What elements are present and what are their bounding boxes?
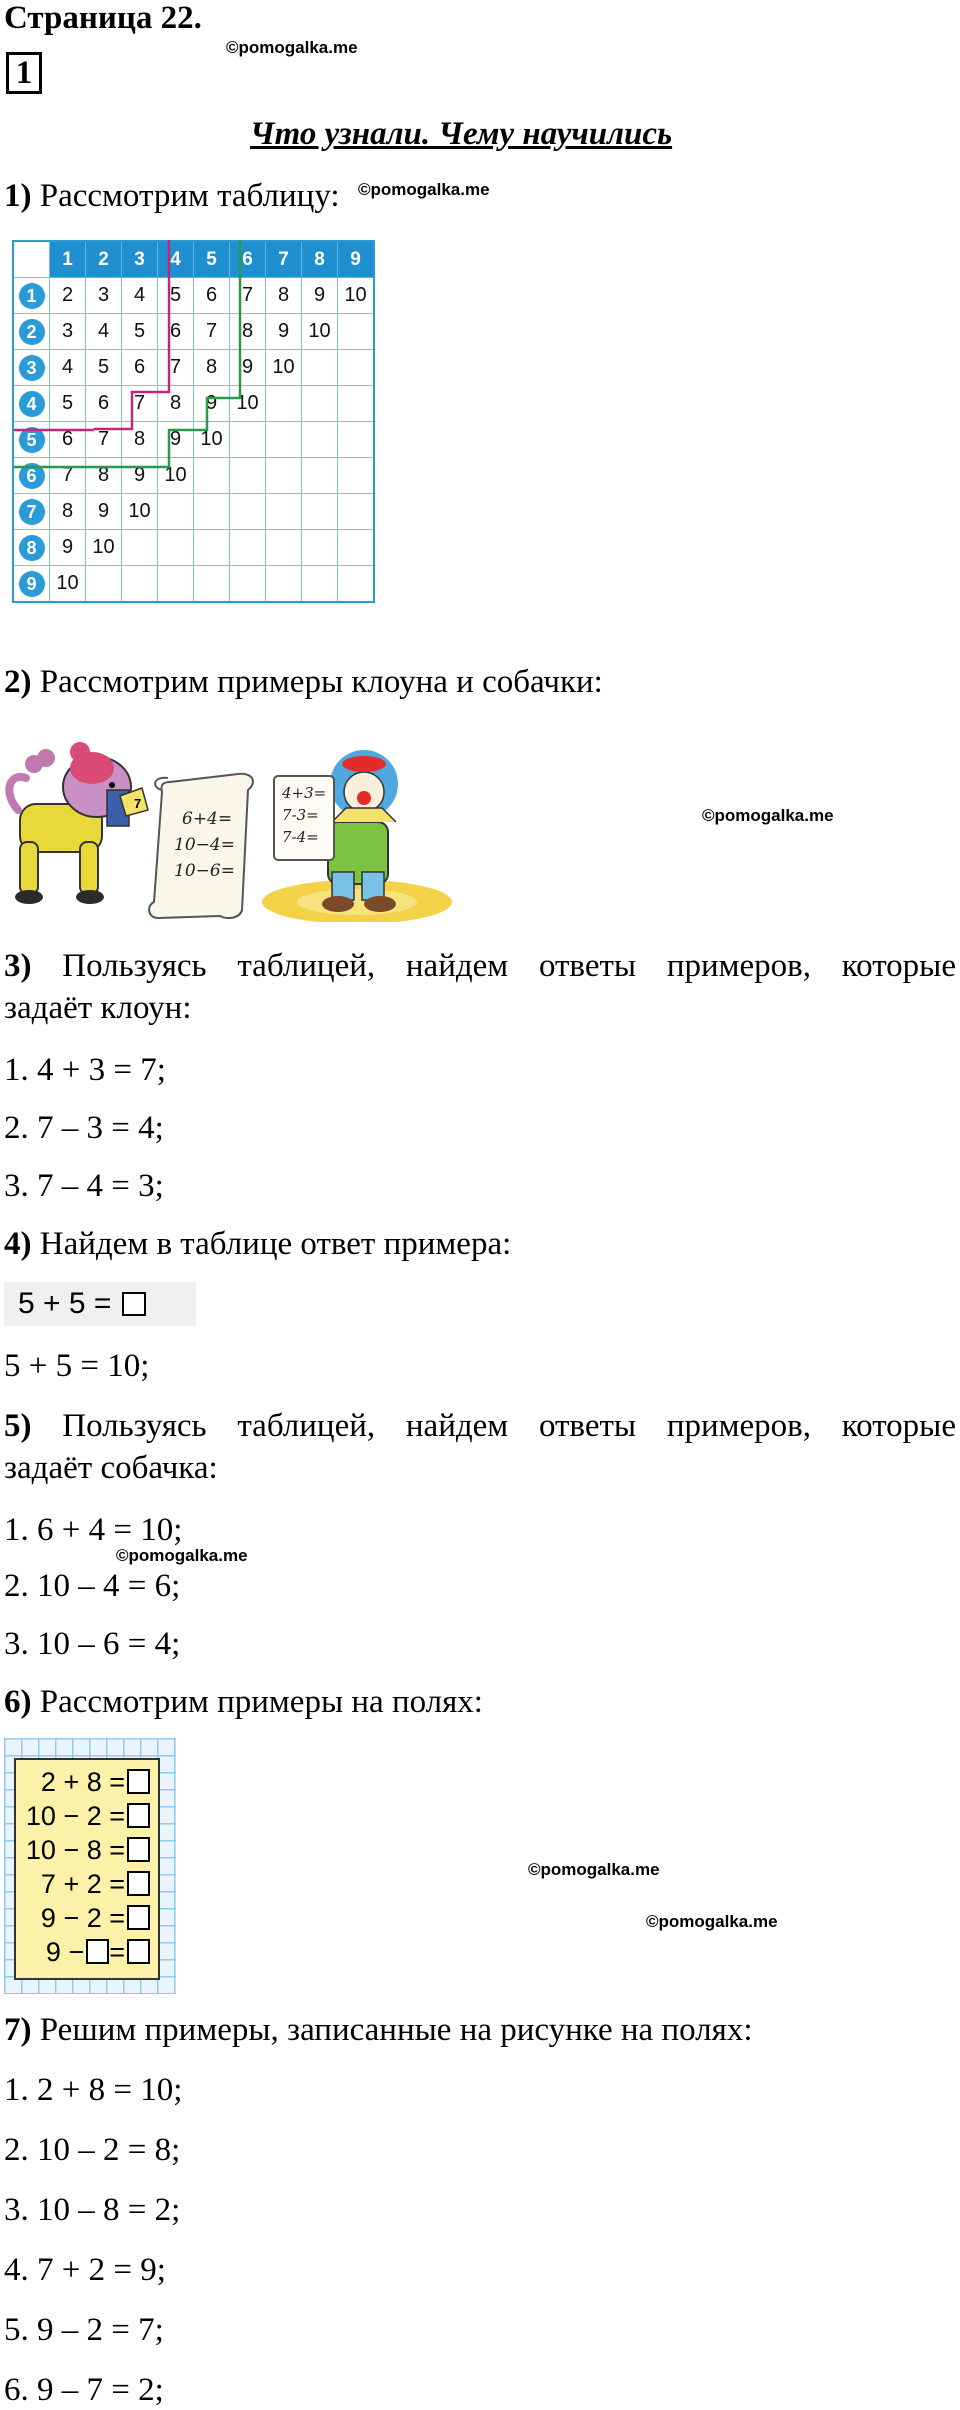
step3-answer: 3. 7 – 4 = 3; [4, 1168, 164, 1204]
grid-paper [4, 1738, 176, 1994]
section-title: Что узнали. Чему научились [250, 116, 673, 152]
step2-text: 2) Рассмотрим примеры клоуна и собачки: [4, 664, 603, 700]
watermark: ©pomogalka.me [702, 806, 834, 825]
red-outline [94, 240, 169, 429]
table-cell: 7 [86, 422, 122, 458]
table-col-header: 4 [158, 241, 194, 278]
step7-answer: 1. 2 + 8 = 10; [4, 2072, 183, 2108]
watermark: ©pomogalka.me [528, 1860, 660, 1879]
table-cell: 9 [50, 530, 86, 566]
answer-box [127, 1803, 150, 1828]
table-cell: 6 [50, 422, 86, 458]
svg-text:6+4= 10−4= 10−: 6+4= 10−4= 10−6= [174, 809, 235, 881]
row-number-badge: 9 [19, 571, 45, 597]
step7-answer: 4. 7 + 2 = 9; [4, 2252, 166, 2288]
row-number-badge: 6 [19, 463, 45, 489]
table-cell: 2 [50, 278, 86, 314]
illustration-drawing [2, 712, 462, 922]
table-cell: 4 [122, 278, 158, 314]
step5-text-cont: задаёт собачка: [4, 1450, 218, 1486]
table-cell: 10 [230, 386, 266, 422]
watermark: ©pomogalka.me [116, 1546, 248, 1565]
row-number-badge: 2 [19, 319, 45, 345]
step7-answer: 3. 10 – 8 = 2; [4, 2192, 181, 2228]
answer-box [127, 1837, 150, 1862]
table-cell: 8 [230, 314, 266, 350]
table-cell: 8 [86, 458, 122, 494]
step6-text: 6) Рассмотрим примеры на полях: [4, 1684, 483, 1720]
answer-box [127, 1769, 150, 1794]
table-cell: 7 [230, 278, 266, 314]
row-number-badge: 7 [19, 499, 45, 525]
step4-text: 4) Найдем в таблице ответ примера: [4, 1226, 512, 1262]
step5-answer: 3. 10 – 6 = 4; [4, 1626, 181, 1662]
table-col-header: 6 [230, 241, 266, 278]
step5-answer: 2. 10 – 4 = 6; [4, 1568, 181, 1604]
row-number-badge: 3 [19, 355, 45, 381]
table-cell: 8 [50, 494, 86, 530]
table-col-header: 5 [194, 241, 230, 278]
table-cell: 9 [230, 350, 266, 386]
table-cell: 7 [194, 314, 230, 350]
table-col-header: 7 [266, 241, 302, 278]
row-number-badge: 1 [19, 283, 45, 309]
table-cell: 4 [50, 350, 86, 386]
step7-answer: 6. 9 – 7 = 2; [4, 2372, 164, 2408]
table-cell: 3 [50, 314, 86, 350]
margin-example: 10 − 8 = [26, 1834, 150, 1866]
step4-answer: 5 + 5 = 10; [4, 1348, 150, 1384]
step5-text: 5) Пользуясь таблицей, найдем ответы примеров, которые [4, 1408, 956, 1444]
addition-table-wrap [12, 240, 375, 603]
step4-example-box [4, 1282, 196, 1326]
answer-box [122, 1292, 146, 1316]
clown-dog-illustration [2, 712, 462, 922]
table-cell: 5 [50, 386, 86, 422]
step3-answer: 1. 4 + 3 = 7; [4, 1052, 166, 1088]
table-col-header: 8 [302, 241, 338, 278]
step1-text: 1) Рассмотрим таблицу: [4, 178, 340, 214]
step7-answer: 5. 9 – 2 = 7; [4, 2312, 164, 2348]
table-cell: 7 [122, 386, 158, 422]
svg-text:7: 7 [134, 796, 142, 811]
step3-answer: 2. 7 – 3 = 4; [4, 1110, 164, 1146]
margin-example: 9 − = [46, 1936, 150, 1968]
table-cell: 3 [86, 278, 122, 314]
table-cell: 4 [86, 314, 122, 350]
dog-figure [9, 742, 148, 904]
table-highlight-lines [12, 240, 412, 640]
table-cell: 10 [158, 458, 194, 494]
answer-box [127, 1905, 150, 1930]
table-cell: 9 [158, 422, 194, 458]
margin-example: 9 − 2 = [41, 1902, 150, 1934]
step4-example: 5 + 5 = [18, 1286, 146, 1322]
table-cell: 10 [50, 566, 86, 603]
row-number-badge: 5 [19, 427, 45, 453]
examples-card [14, 1758, 160, 1980]
table-cell: 10 [302, 314, 338, 350]
row-number-badge: 4 [19, 391, 45, 417]
table-cell: 6 [86, 386, 122, 422]
table-cell: 10 [122, 494, 158, 530]
watermark: ©pomogalka.me [358, 180, 490, 199]
answer-box [127, 1871, 150, 1896]
page-title: Страница 22. [4, 0, 202, 36]
row-number-badge: 8 [19, 535, 45, 561]
dog-scroll [149, 774, 253, 918]
table-col-header: 9 [338, 241, 375, 278]
margin-example: 2 + 8 = [41, 1766, 150, 1798]
answer-box [86, 1939, 109, 1964]
step3-text: 3) Пользуясь таблицей, найдем ответы примеров, которые [4, 948, 956, 984]
table-cell: 5 [158, 278, 194, 314]
table-cell: 9 [266, 314, 302, 350]
table-cell: 10 [194, 422, 230, 458]
table-cell: 10 [338, 278, 375, 314]
table-cell: 7 [158, 350, 194, 386]
table-cell: 8 [266, 278, 302, 314]
task-number: 1 [6, 52, 42, 94]
table-cell: 9 [86, 494, 122, 530]
table-cell: 9 [302, 278, 338, 314]
table-cell: 9 [194, 386, 230, 422]
table-col-header: 1 [50, 241, 86, 278]
table-cell: 10 [266, 350, 302, 386]
margin-example: 7 + 2 = [41, 1868, 150, 1900]
equals-sign: = [109, 1937, 125, 1967]
step7-text: 7) Решим примеры, записанные на рисунке на полях: [4, 2012, 753, 2048]
table-cell: 6 [122, 350, 158, 386]
table-col-header: 3 [122, 241, 158, 278]
table-cell: 5 [86, 350, 122, 386]
step3-text-cont: задаёт клоун: [4, 990, 192, 1026]
table-cell: 10 [86, 530, 122, 566]
watermark: ©pomogalka.me [646, 1912, 778, 1931]
table-col-header: 2 [86, 241, 122, 278]
answer-box [127, 1939, 150, 1964]
table-cell: 5 [122, 314, 158, 350]
table-cell: 8 [158, 386, 194, 422]
step5-answer: 1. 6 + 4 = 10; [4, 1512, 183, 1548]
table-cell: 8 [194, 350, 230, 386]
margin-example: 10 − 2 = [26, 1800, 150, 1832]
green-outline [14, 240, 240, 467]
table-cell: 7 [50, 458, 86, 494]
step7-answer: 2. 10 – 2 = 8; [4, 2132, 181, 2168]
watermark: ©pomogalka.me [226, 38, 358, 57]
svg-text:4+3= 7-3= 7-4=: 4+3= 7-3= 7-4= [282, 784, 327, 846]
table-cell: 8 [122, 422, 158, 458]
table-cell: 9 [122, 458, 158, 494]
table-cell: 6 [194, 278, 230, 314]
table-cell: 6 [158, 314, 194, 350]
